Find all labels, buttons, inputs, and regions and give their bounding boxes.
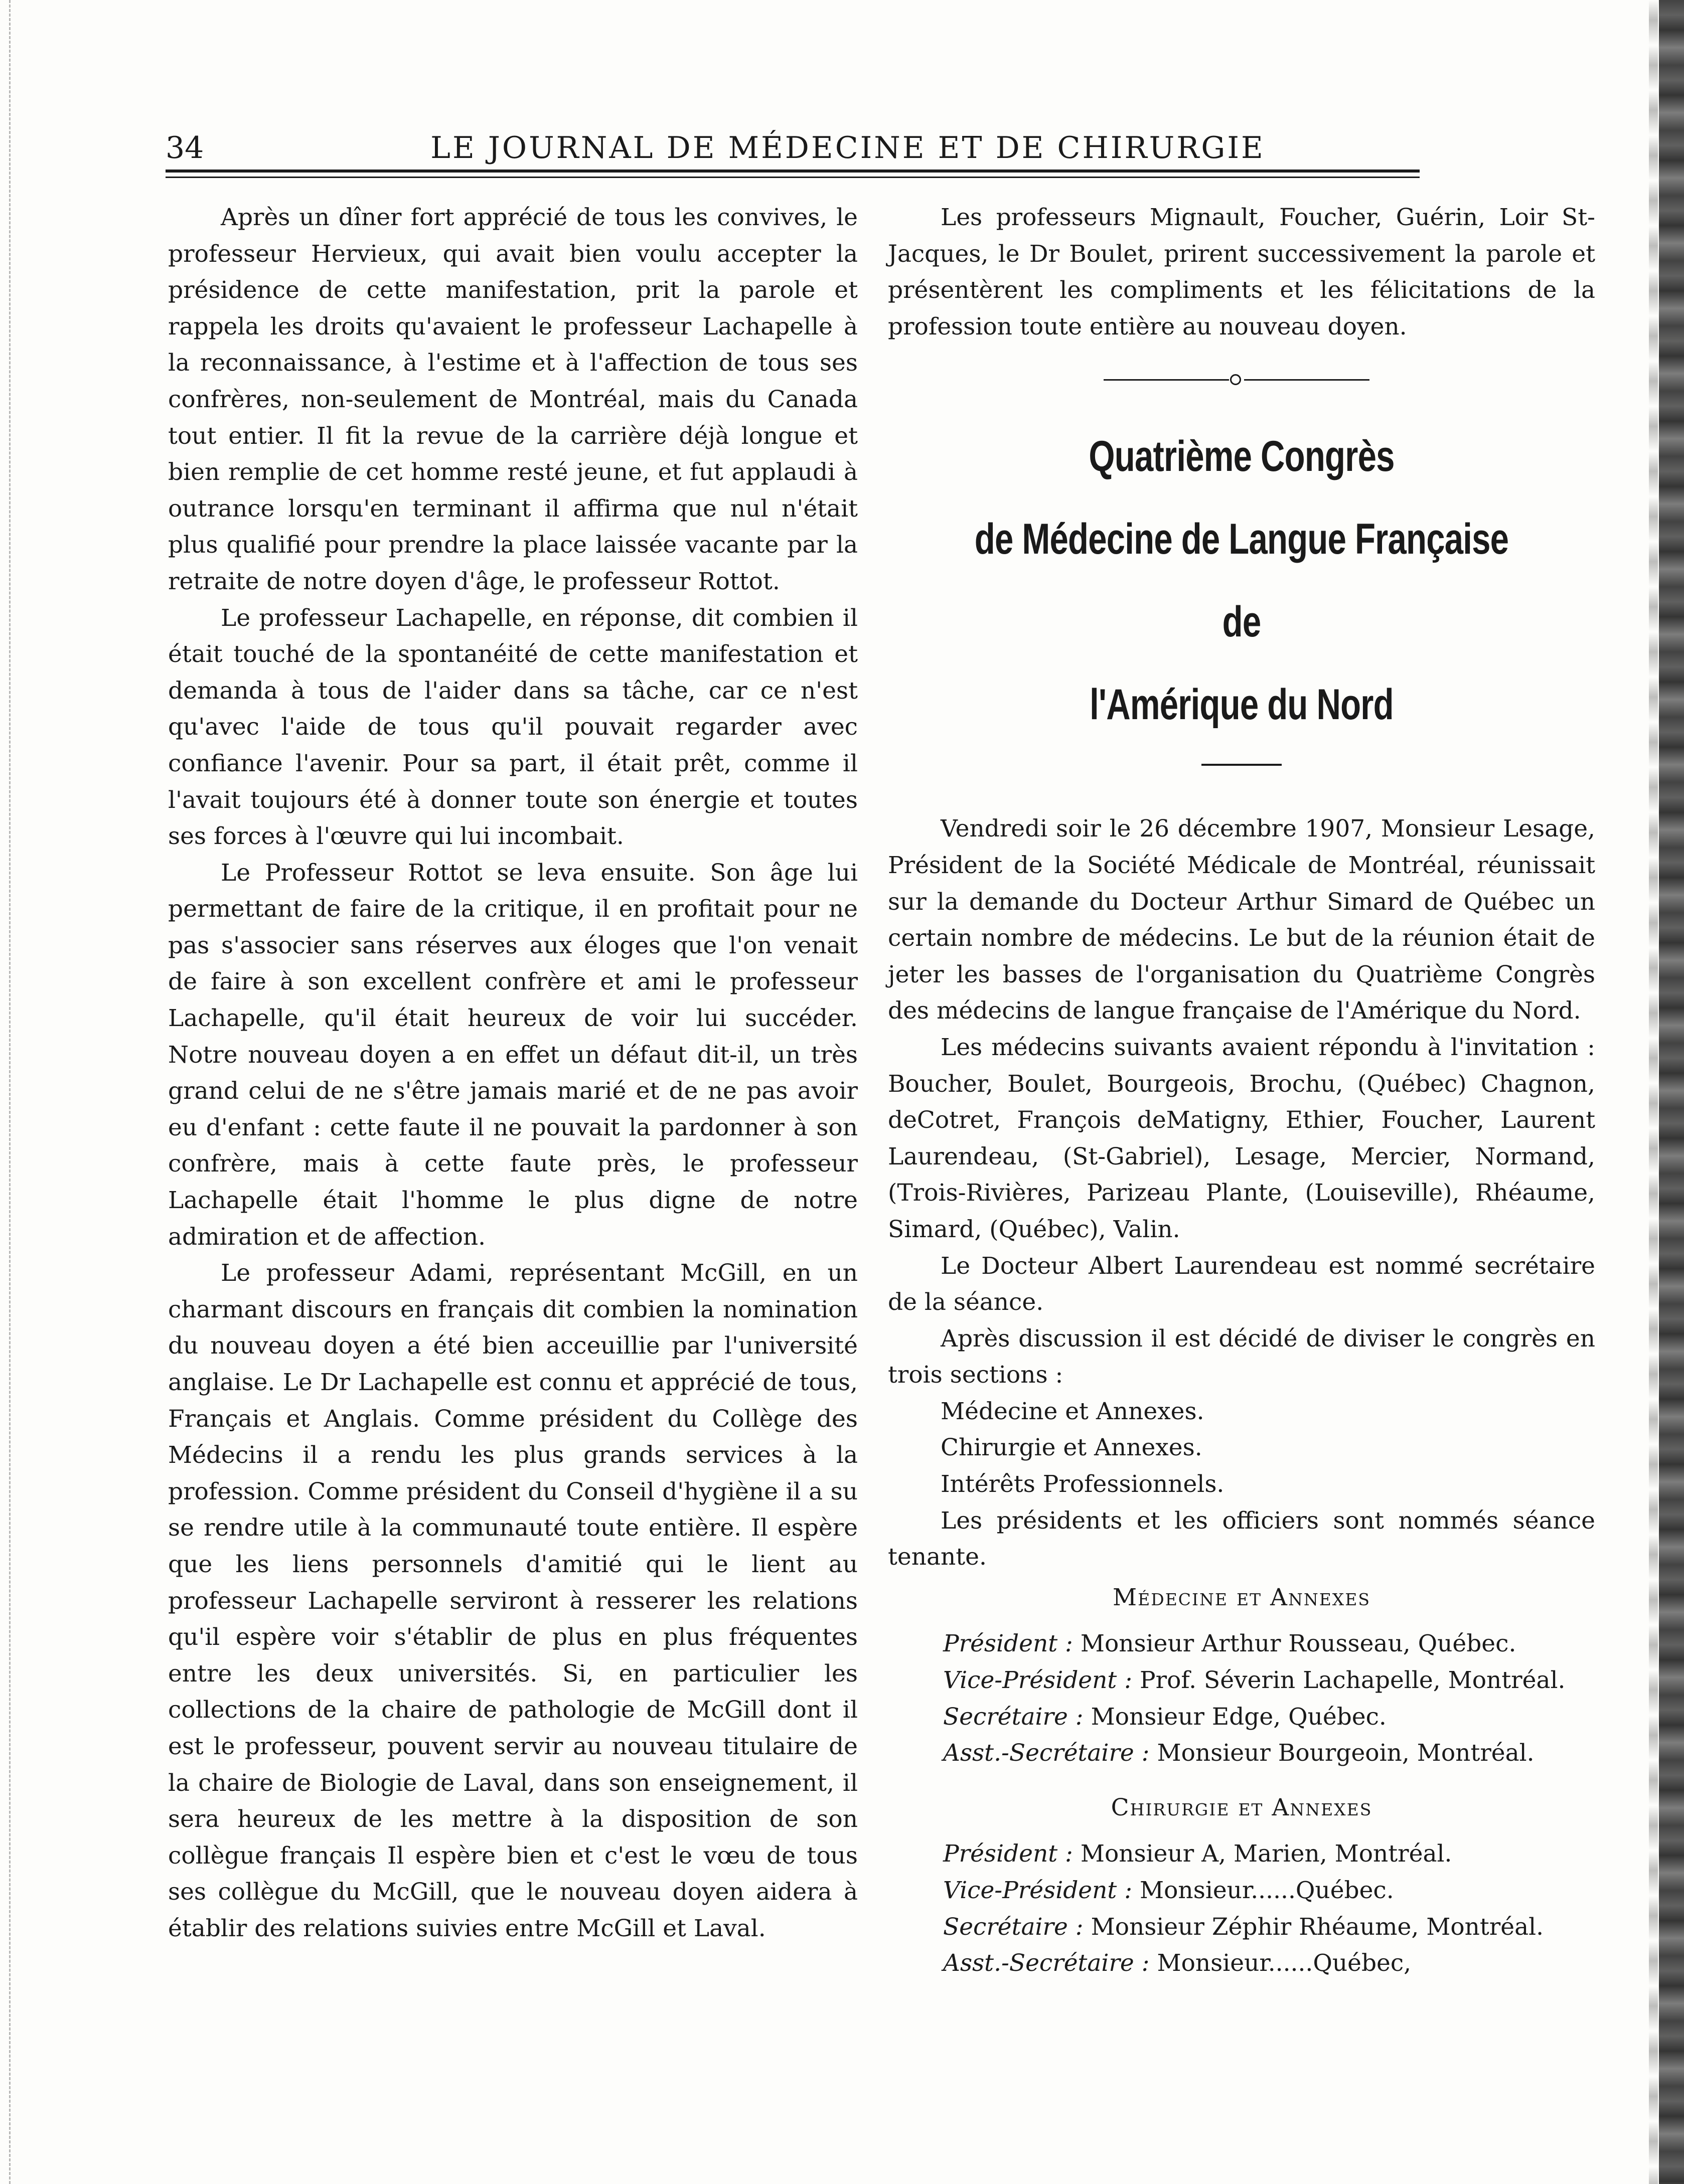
left-column	[168, 200, 858, 1947]
officer-name: Monsieur Zéphir Rhéaume, Montréal.	[1091, 1913, 1544, 1941]
header-rule-thin	[166, 177, 1420, 178]
paragraph: Après un dîner fort apprécié de tous les convives, le professeur Hervieux, qui avait bien voulu accepter la présidence de cette manifestation, prit la parole et rappela les droits qu'avaient le professeur Lachapelle à la reconnaissance, à l'estime et à l'affection de tous ses confrères, non-seulement de Montréal, mais du Canada tout entier. Il fit la revue de la carrière déjà longue et bien remplie de cet homme resté jeune, et fut applaudi à outrance lorsqu'en terminant il affirma que nul n'était plus qualifié pour prendre la place laissée vacante par la retraite de notre doyen d'âge, le professeur Rottot.	[168, 204, 858, 595]
section-heading-medecine: Médecine et Annexes	[1113, 1583, 1370, 1611]
article-title-line: l'Amérique du Nord	[1090, 681, 1394, 729]
officer-name: Prof. Séverin Lachapelle, Montréal.	[1140, 1666, 1566, 1695]
right-column	[888, 200, 1595, 1982]
paragraph: Les présidents et les officiers sont nommés séance tenante.	[888, 1506, 1595, 1571]
paragraph: Les professeurs Mignault, Foucher, Guérin, Loir St-Jacques, le Dr Boulet, prirent successivement la parole et présentèrent les compliments et les félicitations de la profession toute entière au nouveau doyen.	[888, 204, 1595, 341]
page-number: 34	[166, 130, 204, 165]
scan-left-edge	[9, 0, 14, 2184]
officer-line	[888, 1735, 1595, 1772]
officer-role: Vice-Président :	[943, 1877, 1133, 1904]
article-title-line: Quatrième Congrès	[1089, 432, 1395, 481]
paragraph: Vendredi soir le 26 décembre 1907, Monsieur Lesage, Président de la Société Médicale de Montréal, réunissait sur la demande du Docteur Arthur Simard de Québec un certain nombre de médecins. Le but de la réunion était de jeter les basses de l'organisation du Quatrième Congrès des médecins de langue française de l'Amérique du Nord.	[888, 815, 1595, 1025]
paragraph: Le professeur Lachapelle, en réponse, dit combien il était touché de la spontanéité de cette manifestation et demanda à tous de l'aider dans sa tâche, car ce n'est qu'avec l'aide de tous qu'il pouvait regarder avec confiance l'avenir. Pour sa part, il était prêt, comme il l'avait toujours été à donner toute son énergie et toutes ses forces à l'œuvre qui lui incombait.	[168, 604, 858, 851]
article-title-line: de Médecine de Langue Française de	[974, 515, 1509, 646]
officer-name: Monsieur Arthur Rousseau, Québec.	[1080, 1630, 1516, 1658]
officer-line	[888, 1626, 1595, 1662]
officer-line	[888, 1662, 1595, 1699]
section-separator	[888, 345, 1595, 415]
section-list-item: Intérêts Professionnels.	[941, 1470, 1224, 1498]
article-title	[888, 415, 1595, 746]
paragraph: Le Docteur Albert Laurendeau est nommé secrétaire de la séance.	[888, 1252, 1595, 1316]
officer-role: Asst.-Secrétaire :	[943, 1739, 1150, 1767]
officer-role: Président :	[943, 1840, 1073, 1868]
officer-name: Monsieur A, Marien, Montréal.	[1080, 1840, 1452, 1868]
officer-line	[888, 1836, 1595, 1873]
header-rule-thick	[166, 170, 1420, 173]
officer-name: Monsieur Edge, Québec.	[1091, 1703, 1387, 1731]
scan-right-shadow	[1649, 0, 1658, 2184]
officer-role: Secrétaire :	[943, 1703, 1084, 1731]
officer-line	[888, 1945, 1595, 1982]
separator-ornament-icon	[1230, 374, 1241, 385]
journal-title: LE JOURNAL DE MÉDECINE ET DE CHIRURGIE	[430, 130, 1265, 165]
title-rule	[1201, 764, 1282, 766]
officer-line	[888, 1873, 1595, 1909]
officer-line	[888, 1909, 1595, 1946]
page-header	[166, 128, 1420, 168]
paragraph: Le Professeur Rottot se leva ensuite. Son âge lui permettant de faire de la critique, il en profitait pour ne pas s'associer sans réserves aux éloges que l'on venait de faire à son excellent confrère et ami le professeur Lachapelle, qu'il était heureux de voir lui succéder. Notre nouveau doyen a en effet un défaut dit-il, un très grand celui de ne s'être jamais marié et de ne pas avoir eu d'enfant : cette faute il ne pouvait la pardonner à son confrère, mais à cette faute près, le professeur Lachapelle était l'homme le plus digne de notre admiration et de affection.	[168, 859, 858, 1251]
officer-role: Secrétaire :	[943, 1913, 1084, 1941]
officer-role: Vice-Président :	[943, 1666, 1133, 1695]
officer-line	[888, 1699, 1595, 1736]
section-heading-chirurgie: Chirurgie et Annexes	[1111, 1793, 1372, 1821]
officer-role: Asst.-Secrétaire :	[943, 1949, 1150, 1977]
section-list-item: Médecine et Annexes.	[941, 1397, 1204, 1425]
officer-name: Monsieur......Québec,	[1157, 1949, 1412, 1977]
officer-role: Président :	[943, 1630, 1073, 1658]
section-list-item: Chirurgie et Annexes.	[941, 1434, 1202, 1462]
paragraph: Le professeur Adami, représentant McGill, en un charmant discours en français dit combien la nomination du nouveau doyen a été bien acceuillie par l'université anglaise. Le Dr Lachapelle est connu et apprécié de tous, Français et Anglais. Comme président du Collège des Médecins il a rendu les plus grands services à la profession. Comme président du Conseil d'hygiène il a su se rendre utile à la communauté toute entière. Il espère que les liens personnels d'amitié qui le lient au professeur Lachapelle serviront à resserer les relations qu'il espère voir s'établir de plus en plus fréquentes entre les deux universités. Si, en particulier les collections de la chaire de pathologie de McGill dont il est le professeur, pouvent servir au nouveau titulaire de la chaire de Biologie de Laval, dans son enseignement, il sera heureux de les mettre à la disposition de son collègue français Il espère bien et c'est le vœu de tous ses collègue du McGill, que le nouveau doyen aidera à établir des relations suivies entre McGill et Laval.	[168, 1259, 858, 1942]
scan-right-edge	[1659, 0, 1684, 2184]
officer-name: Monsieur......Québec.	[1140, 1877, 1394, 1904]
paragraph: Les médecins suivants avaient répondu à l'invitation : Boucher, Boulet, Bourgeois, Brochu, (Québec) Chagnon, deCotret, François deMatigny, Ethier, Foucher, Laurent Laurendeau, (St-Gabriel), Lesage, Mercier, Normand, (Trois-Rivières, Parizeau Plante, (Louiseville), Rhéaume, Simard, (Québec), Valin.	[888, 1033, 1595, 1243]
officer-name: Monsieur Bourgeoin, Montréal.	[1157, 1739, 1535, 1767]
paragraph: Après discussion il est décidé de diviser le congrès en trois sections :	[888, 1324, 1595, 1389]
